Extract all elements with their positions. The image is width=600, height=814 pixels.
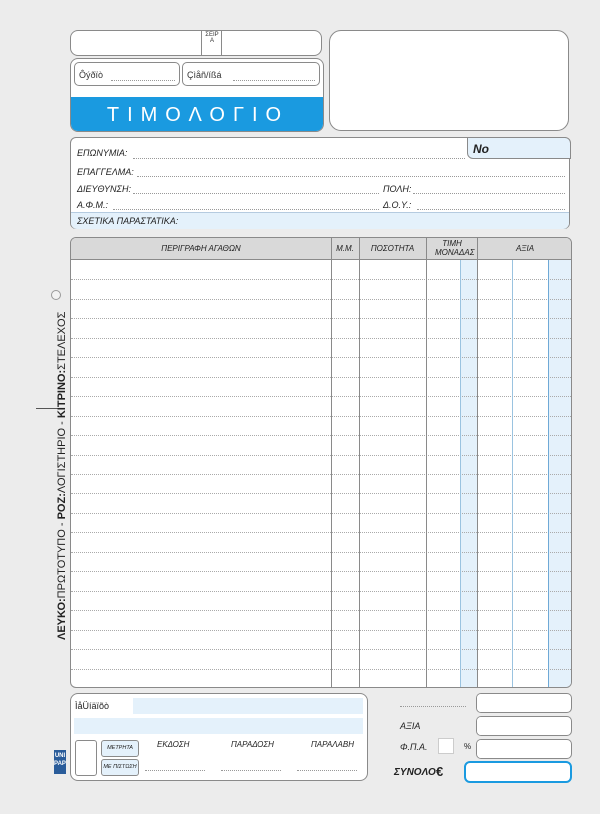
column-divider: [426, 238, 427, 688]
invoice-number-label: No: [473, 142, 489, 156]
invoice-number-box[interactable]: [467, 137, 571, 159]
payment-panel: [70, 693, 368, 781]
table-row[interactable]: [71, 591, 572, 592]
value-total-box[interactable]: [476, 716, 572, 736]
payment-checkbox-area[interactable]: [75, 740, 97, 776]
vat-total-box[interactable]: [476, 739, 572, 759]
column-divider: [359, 238, 360, 688]
table-row[interactable]: [71, 532, 572, 533]
table-header: [71, 238, 572, 260]
table-row[interactable]: [71, 610, 572, 611]
table-row[interactable]: [71, 357, 572, 358]
punch-hole-marker: [51, 290, 61, 300]
series-label: ΣΕΙΡΑ: [205, 32, 219, 44]
delivery-signature-line[interactable]: [221, 770, 281, 771]
table-row[interactable]: [71, 669, 572, 670]
address-line[interactable]: [133, 193, 379, 194]
euro-icon: €: [436, 764, 444, 779]
table-row[interactable]: [71, 396, 572, 397]
city-line[interactable]: [413, 193, 565, 194]
column-divider: [512, 260, 513, 688]
issue-label: ΕΚΔΟΣΗ: [157, 740, 190, 749]
table-row[interactable]: [71, 571, 572, 572]
column-divider: [477, 238, 478, 688]
series-divider: [221, 31, 222, 55]
series-box[interactable]: [70, 30, 322, 56]
col-quantity: ΠΟΣΟΤΗΤΑ: [370, 244, 415, 253]
related-documents-bar[interactable]: [71, 212, 569, 229]
col-description: ΠΕΡΙΓΡΑΦΗ ΑΓΑΘΩΝ: [161, 244, 241, 253]
type-label: Ôýðïò: [79, 70, 104, 80]
table-row[interactable]: [71, 318, 572, 319]
payment-method-field[interactable]: [133, 698, 363, 714]
grand-total-label: ΣΥΝΟΛΟ: [394, 767, 436, 778]
col-unit-price: ΤΙΜΗ ΜΟΝΑΔΑΣ: [435, 239, 475, 257]
table-row[interactable]: [71, 630, 572, 631]
name-label: ΕΠΩΝΥΜΙΑ:: [77, 148, 128, 158]
number-dotted-line: [233, 80, 315, 81]
tax-office-label: Δ.Ο.Υ.:: [383, 200, 412, 210]
table-row[interactable]: [71, 435, 572, 436]
table-row[interactable]: [71, 338, 572, 339]
col-value: ΑΞΙΑ: [515, 244, 535, 253]
address-label: ΔΙΕΥΘΥΝΣΗ:: [77, 184, 131, 194]
cash-option[interactable]: ΜΕΤΡΗΤΑ: [101, 740, 139, 757]
vat-percent-field[interactable]: [438, 738, 454, 754]
credit-option[interactable]: ΜΕ ΠΙΣΤΩΣΗ: [101, 759, 139, 776]
items-table: [70, 237, 572, 688]
vat-number-line[interactable]: [113, 209, 379, 210]
grand-total-box[interactable]: [464, 761, 572, 783]
table-row[interactable]: [71, 513, 572, 514]
vat-label: Φ.Π.Α.: [400, 742, 428, 752]
table-row[interactable]: [71, 416, 572, 417]
fold-tick: [36, 408, 58, 409]
city-label: ΠΟΛΗ:: [383, 184, 412, 194]
table-row[interactable]: [71, 649, 572, 650]
table-row[interactable]: [71, 299, 572, 300]
profession-line[interactable]: [137, 176, 565, 177]
table-row[interactable]: [71, 455, 572, 456]
column-divider: [331, 238, 332, 688]
subtotal-box-top[interactable]: [476, 693, 572, 713]
customer-panel: [70, 137, 570, 229]
receipt-signature-line[interactable]: [297, 770, 357, 771]
number-date-label: Çìåñ/íßá: [187, 70, 222, 80]
vat-number-label: Α.Φ.Μ.:: [77, 200, 109, 210]
totals-separator: [400, 706, 466, 707]
table-row[interactable]: [71, 552, 572, 553]
table-row[interactable]: [71, 493, 572, 494]
column-divider: [460, 260, 461, 688]
issue-signature-line[interactable]: [145, 770, 205, 771]
number-date-field[interactable]: [182, 62, 320, 86]
name-line[interactable]: [133, 158, 465, 159]
delivery-label: ΠΑΡΑΔΟΣΗ: [231, 740, 274, 749]
payment-method-label: ÌåÜíäïõò: [75, 701, 110, 711]
company-logo-area: [329, 30, 569, 131]
receipt-label: ΠΑΡΑΛΑΒΗ: [311, 740, 354, 749]
table-row[interactable]: [71, 474, 572, 475]
percent-sign: %: [464, 742, 472, 751]
copy-distribution-text: ΛΕΥΚΟ:ΠΡΩΤΟΤΥΠΟ - ΡΟΖ:ΛΟΓΙΣΤΗΡΙΟ - ΚΙΤΡΙΝΟ:ΣΤΕΛΕΧΟΣ: [56, 311, 68, 640]
payment-notes-field[interactable]: [74, 718, 363, 734]
tax-office-line[interactable]: [417, 209, 565, 210]
related-documents-label: ΣΧΕΤΙΚΑ ΠΑΡΑΣΤΑΤΙΚΑ:: [77, 216, 179, 226]
table-row[interactable]: [71, 279, 572, 280]
invoice-header-panel: [70, 58, 324, 132]
series-divider: [201, 31, 202, 55]
type-field[interactable]: [74, 62, 180, 86]
type-dotted-line: [111, 80, 175, 81]
brand-logo: UNI PAP: [54, 750, 66, 774]
profession-label: ΕΠΑΓΓΕΛΜΑ:: [77, 167, 134, 177]
table-row[interactable]: [71, 377, 572, 378]
document-title: ΤΙΜΟΛΟΓΙΟ: [71, 97, 324, 132]
value-total-label: ΑΞΙΑ: [400, 721, 421, 731]
column-divider: [548, 260, 549, 688]
col-unit: Μ.Μ.: [336, 244, 354, 253]
